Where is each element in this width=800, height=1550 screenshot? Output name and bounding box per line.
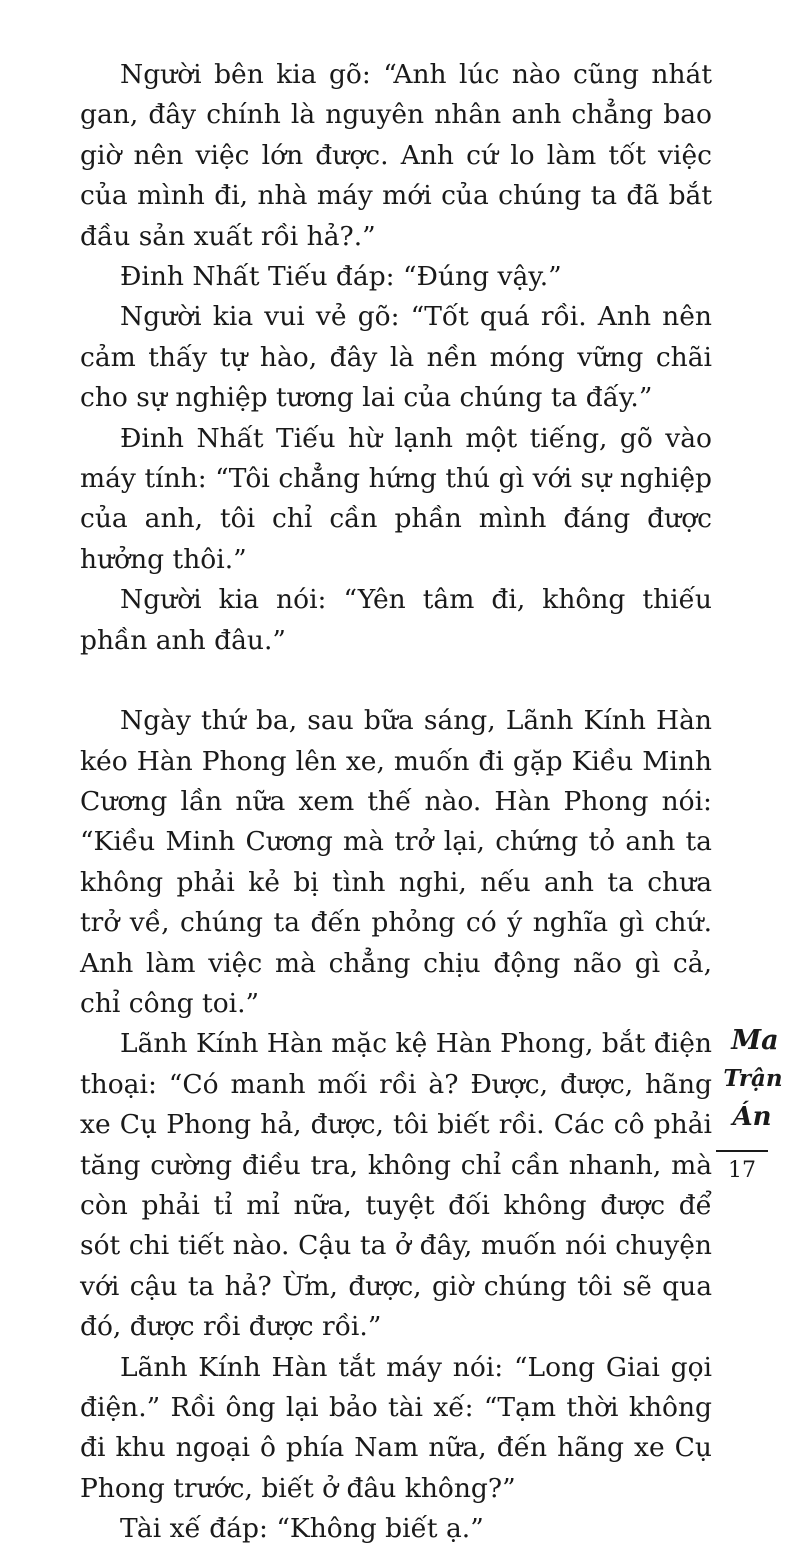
paragraph: Lãnh Kính Hàn mặc kệ Hàn Phong, bắt điện thoại: “Có manh mối rồi à? Được, được, hãng xe Cụ Phong hả, được, tôi biết rồi. Các cô phải tăng cường điều tra, không chỉ cần nhanh, mà còn phải tỉ mỉ nữa, tuyệt đối không được để sót chi tiết nào. Cậu ta ở đây, muốn nói chuyện với cậu ta hả? Ừm, được, giờ chúng tôi sẽ qua đó, được rồi được rồi.” bbox=[80, 1028, 712, 1343]
book-title-line: Trận bbox=[723, 1065, 783, 1092]
book-title-sidebar bbox=[716, 1022, 786, 1136]
book-title-line: Án bbox=[732, 1102, 772, 1132]
page-number: 17 bbox=[728, 1158, 756, 1183]
paragraph: Người kia nói: “Yên tâm đi, không thiếu phần anh đâu.” bbox=[80, 584, 712, 656]
paragraph: Tài xế đáp: “Không biết ạ.” bbox=[120, 1513, 484, 1545]
paragraph: Ngày thứ ba, sau bữa sáng, Lãnh Kính Hàn kéo Hàn Phong lên xe, muốn đi gặp Kiều Minh Cương lần nữa xem thế nào. Hàn Phong nói: “Kiều Minh Cương mà trở lại, chứng tỏ anh ta không phải kẻ bị tình nghi, nếu anh ta chưa trở về, chúng ta đến phỏng có ý nghĩa gì chứ. Anh làm việc mà chẳng chịu động não gì cả, chỉ công toi.” bbox=[80, 705, 712, 1019]
paragraph: Lãnh Kính Hàn tắt máy nói: “Long Giai gọi điện.” Rồi ông lại bảo tài xế: “Tạm thời không đi khu ngoại ô phía Nam nữa, đến hãng xe Cụ Phong trước, biết ở đâu không?” bbox=[80, 1351, 712, 1504]
divider bbox=[716, 1150, 768, 1152]
body-text bbox=[80, 55, 712, 1550]
paragraph: Người kia vui vẻ gõ: “Tốt quá rồi. Anh nên cảm thấy tự hào, đây là nền móng vững chãi cho sự nghiệp tương lai của chúng ta đấy.” bbox=[80, 301, 712, 414]
paragraph: Người bên kia gõ: “Anh lúc nào cũng nhát gan, đây chính là nguyên nhân anh chẳng bao giờ nên việc lớn được. Anh cứ lo làm tốt việc của mình đi, nhà máy mới của chúng ta đã bắt đầu sản xuất rồi hả?.” bbox=[80, 59, 712, 252]
paragraph: Đinh Nhất Tiếu đáp: “Đúng vậy.” bbox=[120, 261, 562, 293]
book-title-line: Ma bbox=[731, 1025, 779, 1056]
paragraph: Đinh Nhất Tiếu hừ lạnh một tiếng, gõ vào máy tính: “Tôi chẳng hứng thú gì với sự nghiệp của anh, tôi chỉ cần phần mình đáng được hưởng thôi.” bbox=[80, 422, 712, 575]
